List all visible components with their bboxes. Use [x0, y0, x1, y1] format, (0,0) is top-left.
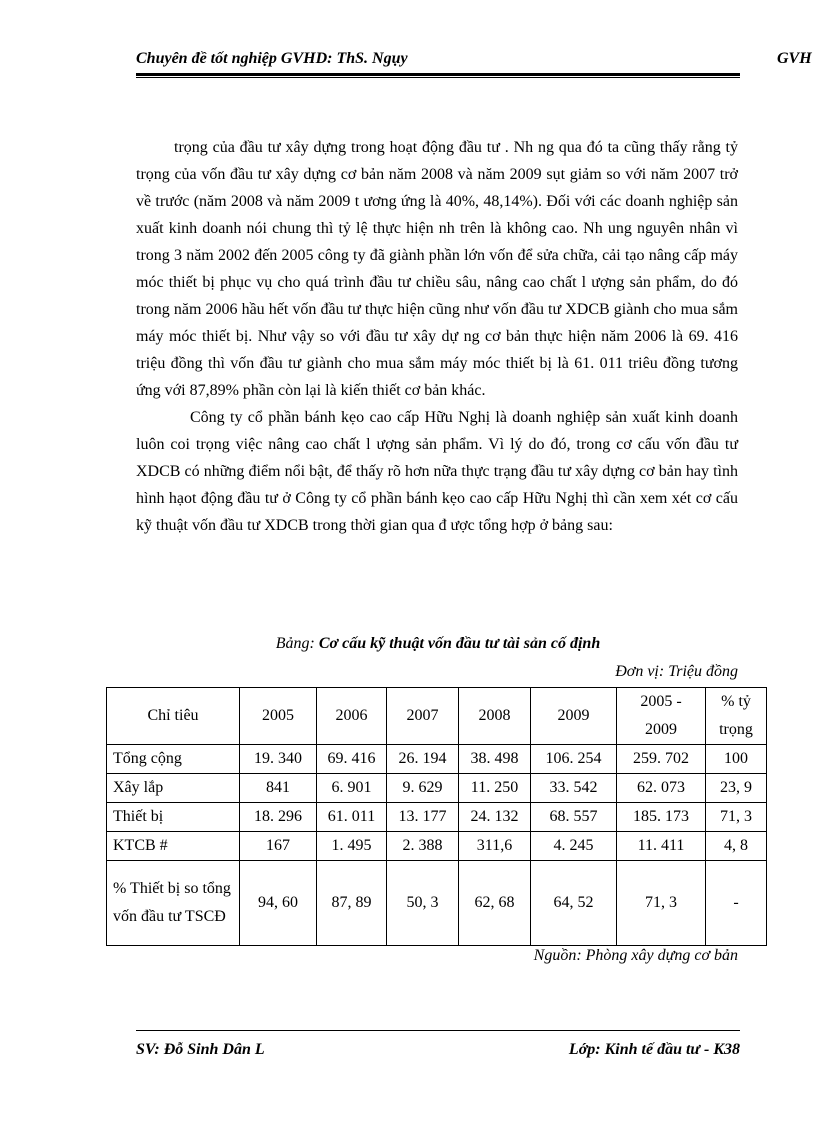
table-cell: 62. 073 — [617, 774, 706, 803]
row-label: Xây lắp — [107, 774, 240, 803]
table-cell: 11. 250 — [459, 774, 531, 803]
table-cell: 71, 3 — [706, 803, 767, 832]
table-source: Nguồn: Phòng xây dựng cơ bản — [533, 947, 738, 964]
table-cell: 1. 495 — [317, 832, 387, 861]
header-rule-thin — [136, 77, 740, 78]
table-cell: 38. 498 — [459, 745, 531, 774]
table-cell: 100 — [706, 745, 767, 774]
table-cell: 841 — [240, 774, 317, 803]
row-label: Tổng cộng — [107, 745, 240, 774]
body-text — [136, 134, 738, 539]
table-cell: 2. 388 — [387, 832, 459, 861]
paragraph: trọng của đầu tư xây dựng trong hoạt động đầu tư . Nh ng qua đó ta cũng thấy rằng tỷ trọng của vốn đầu tư xây dựng cơ bản năm 2008 và năm 2009 sụt giảm so với năm 2007 trở về trước (năm 2008 và năm 2009 t ương ứng là 40%, 48,14%). Đối với các doanh nghiệp sản xuất kinh doanh nói chung thì tỷ lệ thực hiện nh trên là không cao. Nh ung nguyên nhân vì trong 3 năm 2002 đến 2005 công ty đã giành phần lớn vốn để sửa chữa, cải tạo nâng cấp máy móc thiết bị phục vụ cho quá trình đầu tư chiều sâu, nâng cao chất l ượng sản phẩm, do đó trong năm 2006 hầu hết vốn đầu tư thực hiện cũng như vốn đầu tư XDCB giành cho mua sắm máy móc thiết bị. Như vậy so với đầu tư xây dự ng cơ bản thực hiện năm 2006 là 69. 416 triệu đồng thì vốn đầu tư giành cho mua sắm máy móc thiết bị là 61. 011 triêu đồng tương ứng với 87,89% phần còn lại là kiến thiết cơ bản khác. — [136, 139, 738, 399]
table-cell: 26. 194 — [387, 745, 459, 774]
table-cell: 167 — [240, 832, 317, 861]
table-caption — [0, 635, 816, 653]
header-cell: 2008 — [459, 688, 531, 745]
table-cell: 68. 557 — [531, 803, 617, 832]
table-cell: 23, 9 — [706, 774, 767, 803]
table-cell: 62, 68 — [459, 861, 531, 946]
table-cell: 185. 173 — [617, 803, 706, 832]
header-cell: 2006 — [317, 688, 387, 745]
table-caption-label: Bảng — [275, 635, 310, 652]
header-cell: 2005 - 2009 — [617, 688, 706, 745]
table-unit: Đơn vị: Triệu đồng — [615, 663, 738, 680]
header-cell: % tỷ trọng — [706, 688, 767, 745]
table-row — [107, 803, 767, 832]
table-cell: 33. 542 — [531, 774, 617, 803]
paragraph: Công ty cổ phần bánh kẹo cao cấp Hữu Nghị là doanh nghiệp sản xuất kinh doanh luôn coi trọng việc nâng cao chất l ượng sản phẩm. Vì lý do đó, trong cơ cấu vốn đầu tư XDCB có những điểm nổi bật, để thấy rõ hơn nữa thực trạng đầu tư xây dựng cơ bản hay tình hình hạot động đầu tư ở Công ty cổ phần bánh kẹo cao cấp Hữu Nghị thì cần xem xét cơ cấu kỹ thuật vốn đầu tư XDCB trong thời gian qua đ ược tổng hợp ở bảng sau: — [136, 409, 738, 534]
header-rule — [136, 73, 740, 76]
header-cell: 2007 — [387, 688, 459, 745]
table-cell: 4, 8 — [706, 832, 767, 861]
row-label: Thiết bị — [107, 803, 240, 832]
footer-student: SV: Đỗ Sinh Dân L — [136, 1041, 265, 1058]
table-cell: 6. 901 — [317, 774, 387, 803]
table-cell: 69. 416 — [317, 745, 387, 774]
table-cell: 13. 177 — [387, 803, 459, 832]
table-cell: 61. 011 — [317, 803, 387, 832]
table-cell: 106. 254 — [531, 745, 617, 774]
header-title: Chuyên đề tốt nghiệp GVHD: ThS. Ngụy — [136, 50, 408, 67]
table-caption-separator: : — [309, 635, 319, 652]
table-cell: 94, 60 — [240, 861, 317, 946]
footer-rule — [136, 1030, 740, 1031]
header-cell: 2005 — [240, 688, 317, 745]
table-row — [107, 861, 767, 946]
table-cell: 19. 340 — [240, 745, 317, 774]
table-cell: 18. 296 — [240, 803, 317, 832]
table-cell: 259. 702 — [617, 745, 706, 774]
row-label: % Thiết bị so tổng vốn đầu tư TSCĐ — [107, 861, 240, 946]
table-caption-title: Cơ cấu kỹ thuật vốn đầu tư tài sản cố định — [318, 635, 601, 652]
table-row — [107, 745, 767, 774]
footer-class: Lớp: Kinh tế đầu tư - K38 — [568, 1041, 740, 1058]
table-cell: 24. 132 — [459, 803, 531, 832]
table-cell: 9. 629 — [387, 774, 459, 803]
page-header — [136, 50, 816, 74]
table-cell: 311,6 — [459, 832, 531, 861]
table-cell: 71, 3 — [617, 861, 706, 946]
data-table — [106, 687, 767, 946]
header-right-text: GVH — [777, 50, 812, 67]
table-header-row — [107, 688, 767, 745]
header-cell: 2009 — [531, 688, 617, 745]
table-cell: - — [706, 861, 767, 946]
table-cell: 50, 3 — [387, 861, 459, 946]
row-label: KTCB # — [107, 832, 240, 861]
table-row — [107, 832, 767, 861]
table-cell: 87, 89 — [317, 861, 387, 946]
table-cell: 64, 52 — [531, 861, 617, 946]
table-row — [107, 774, 767, 803]
header-cell: Chỉ tiêu — [107, 688, 240, 745]
table-cell: 4. 245 — [531, 832, 617, 861]
table-cell: 11. 411 — [617, 832, 706, 861]
